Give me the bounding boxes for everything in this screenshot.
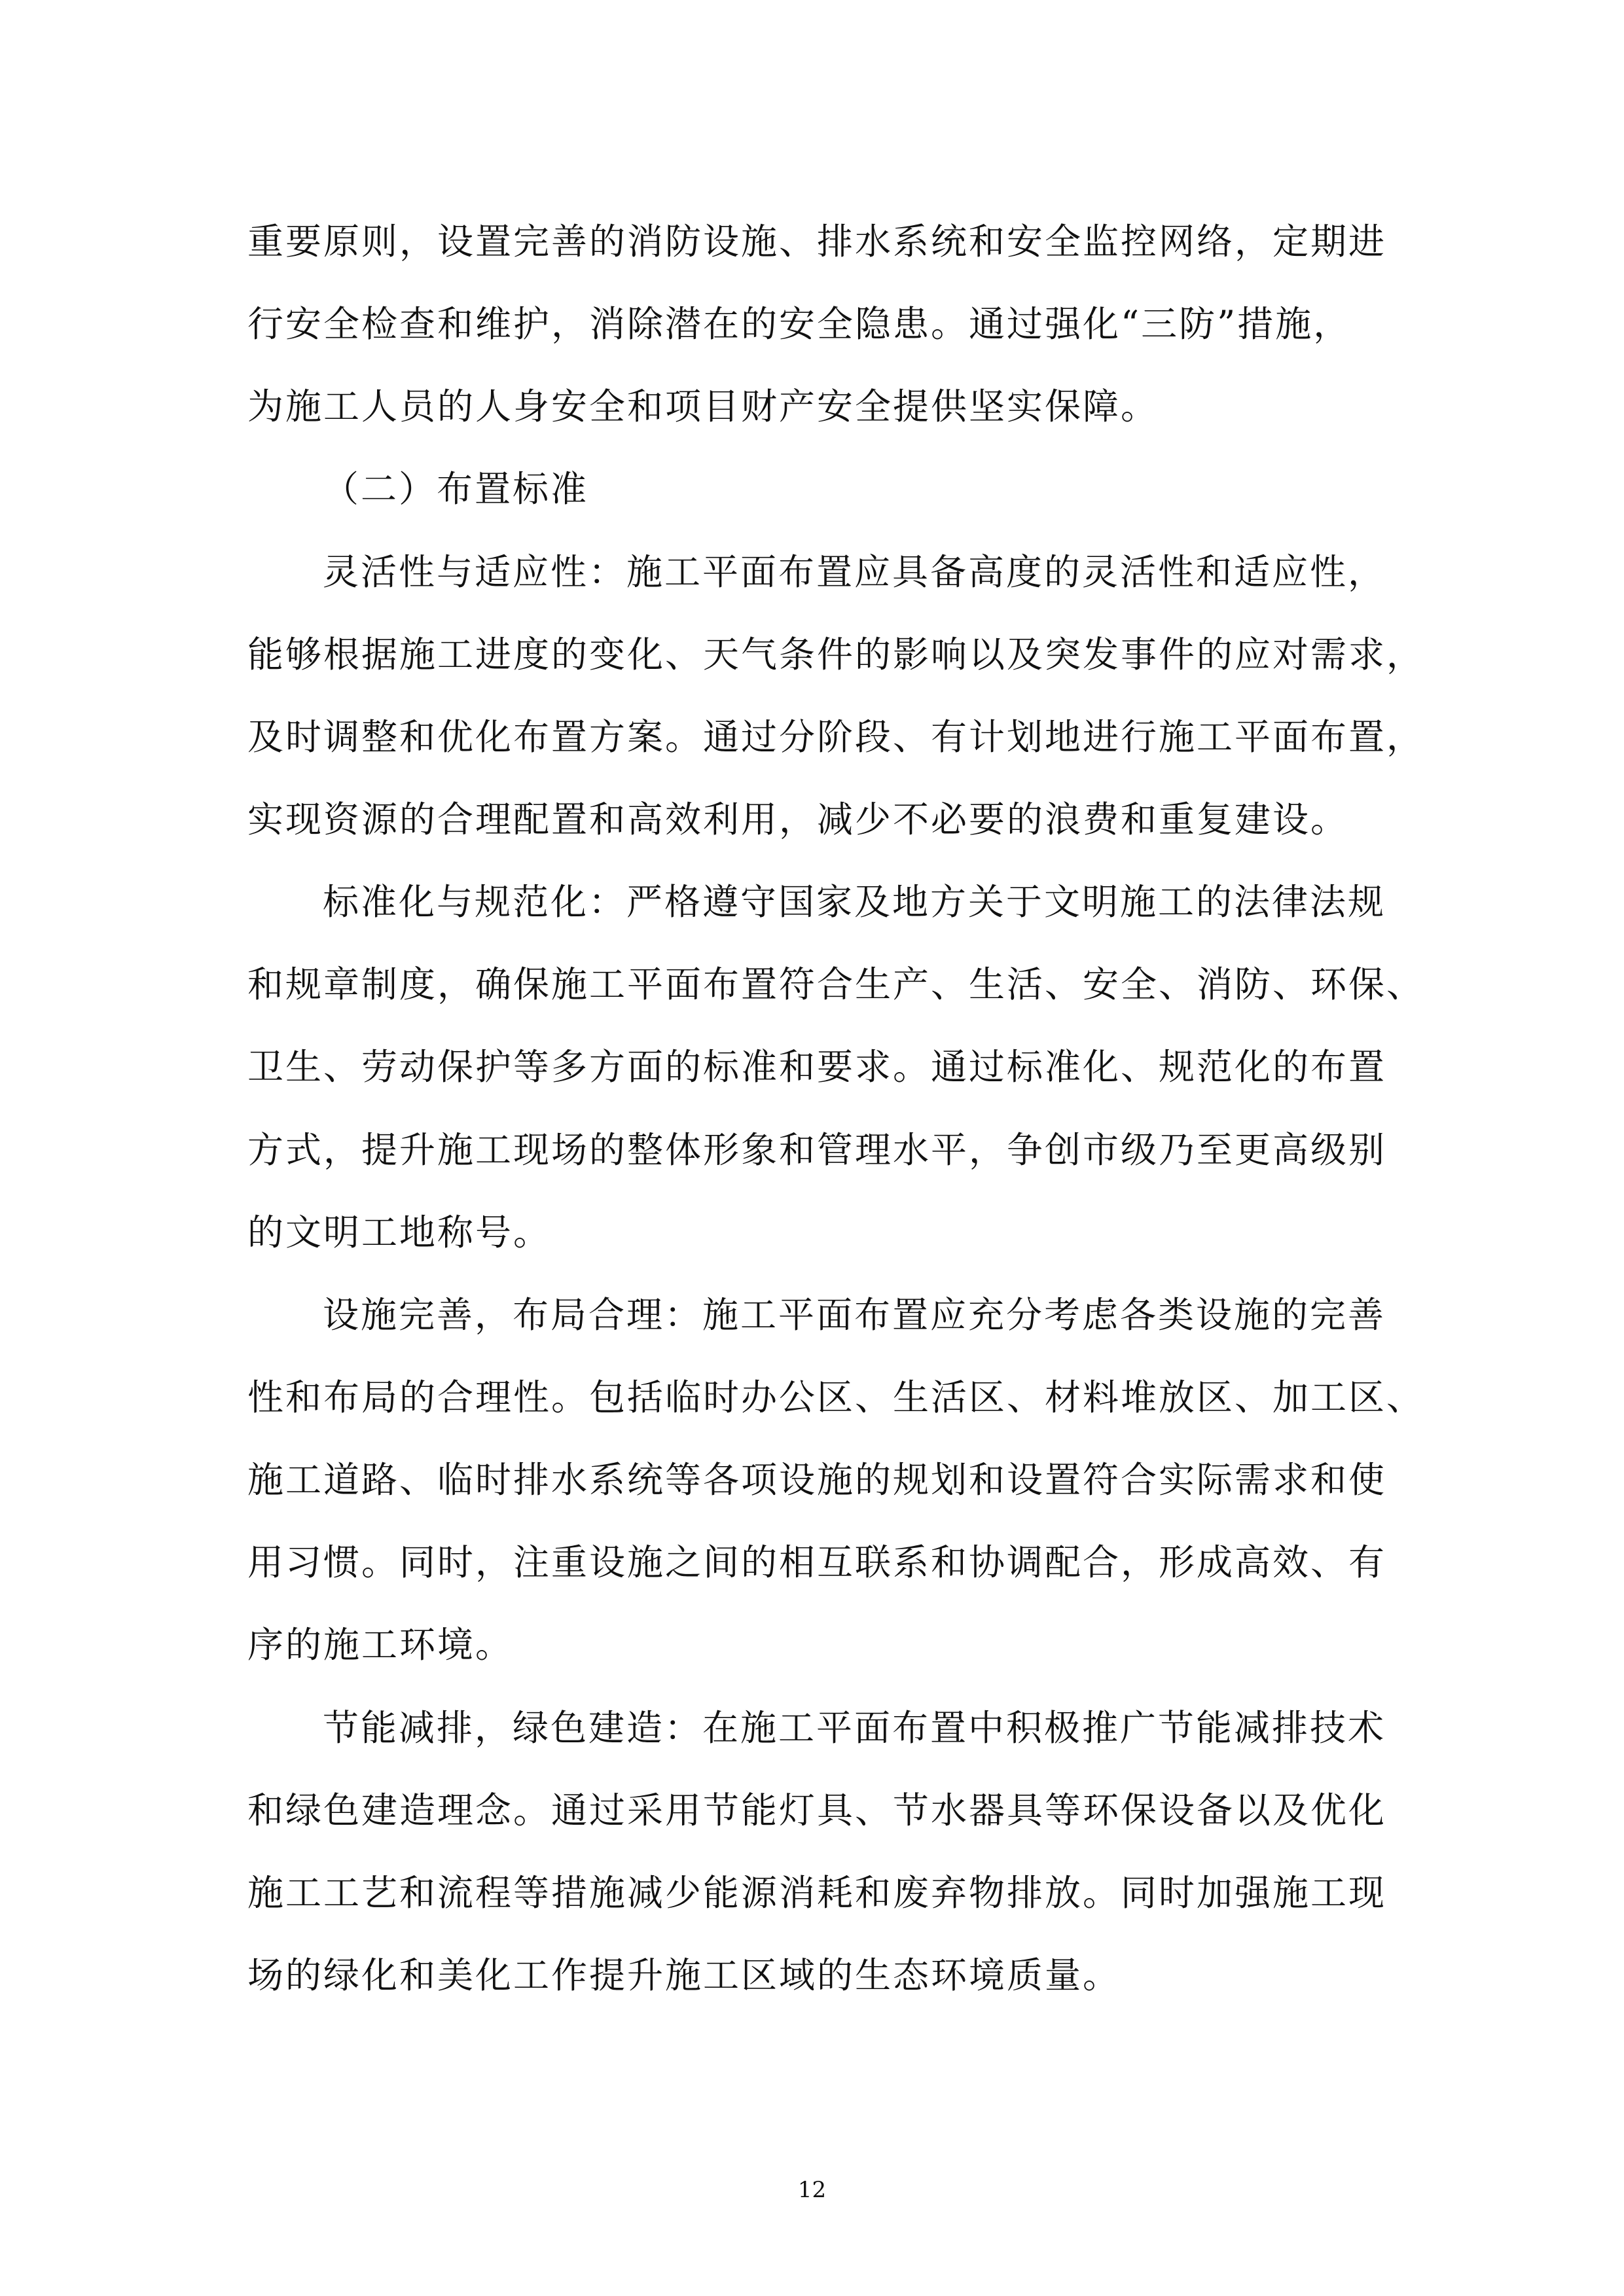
section-heading: （二）布置标准 bbox=[323, 468, 589, 510]
text-line: 标准化与规范化：严格遵守国家及地方关于文明施工的法律法规 bbox=[323, 881, 1386, 923]
text-line: 卫生、劳动保护等多方面的标准和要求。通过标准化、规范化的布置 bbox=[247, 1046, 1387, 1088]
text-line: 和规章制度，确保施工平面布置符合生产、生活、安全、消防、环保、 bbox=[247, 963, 1425, 1005]
text-line: 施工道路、临时排水系统等各项设施的规划和设置符合实际需求和使 bbox=[247, 1459, 1387, 1501]
text-line: 场的绿化和美化工作提升施工区域的生态环境质量。 bbox=[247, 1954, 1121, 1996]
text-line: 节能减排，绿色建造：在施工平面布置中积极推广节能减排技术 bbox=[323, 1707, 1386, 1749]
text-line: 序的施工环境。 bbox=[247, 1624, 514, 1666]
text-line: 能够根据施工进度的变化、天气条件的影响以及突发事件的应对需求， bbox=[247, 634, 1425, 675]
text-line: 为施工人员的人身安全和项目财产安全提供坚实保障。 bbox=[247, 386, 1159, 427]
text-line: 实现资源的合理配置和高效利用，减少不必要的浪费和重复建设。 bbox=[247, 798, 1349, 840]
text-line: 的文明工地称号。 bbox=[247, 1211, 552, 1253]
page-number: 12 bbox=[797, 2177, 827, 2203]
text-line: 用习惯。同时，注重设施之间的相互联系和协调配合，形成高效、有 bbox=[247, 1541, 1387, 1583]
text-line: 灵活性与适应性：施工平面布置应具备高度的灵活性和适应性， bbox=[323, 551, 1386, 593]
text-line: 施工工艺和流程等措施减少能源消耗和废弃物排放。同时加强施工现 bbox=[247, 1872, 1387, 1914]
text-line: 设施完善，布局合理：施工平面布置应充分考虑各类设施的完善 bbox=[323, 1294, 1386, 1336]
text-line: 性和布局的合理性。包括临时办公区、生活区、材料堆放区、加工区、 bbox=[247, 1376, 1425, 1418]
text-line: 行安全检查和维护，消除潜在的安全隐患。通过强化“三防”措施， bbox=[247, 303, 1352, 345]
text-line: 方式，提升施工现场的整体形象和管理水平，争创市级乃至更高级别 bbox=[247, 1129, 1387, 1171]
text-line: 重要原则，设置完善的消防设施、排水系统和安全监控网络，定期进 bbox=[247, 221, 1387, 262]
text-line: 和绿色建造理念。通过采用节能灯具、节水器具等环保设备以及优化 bbox=[247, 1789, 1387, 1831]
text-line: 及时调整和优化布置方案。通过分阶段、有计划地进行施工平面布置， bbox=[247, 716, 1425, 758]
